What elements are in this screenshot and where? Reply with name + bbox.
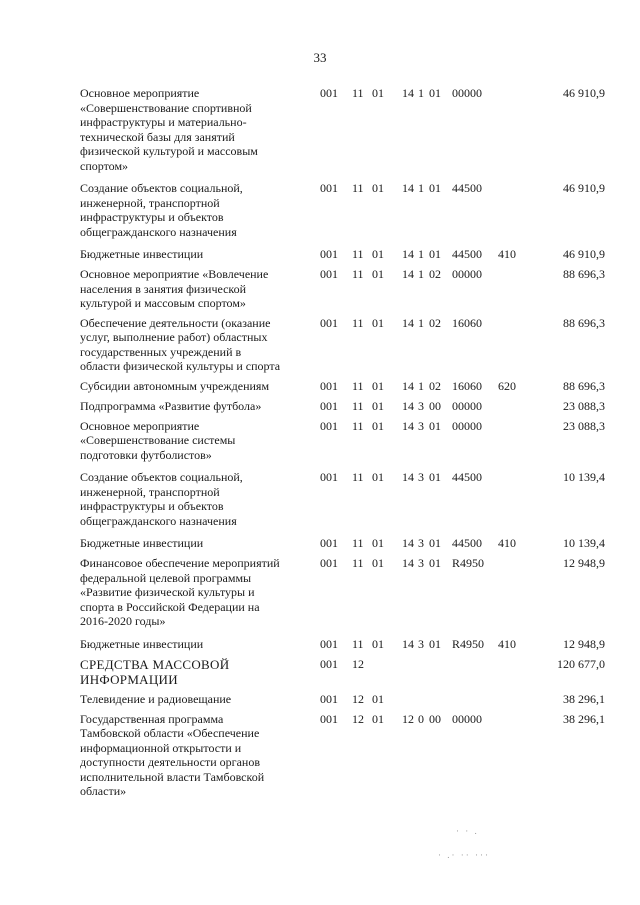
row-name: Основное мероприятие «Вовлечение населения в занятия физической культурой и массовым спортом» (80, 267, 269, 310)
target-item-direction: 44500 (452, 470, 482, 484)
subsection-code: 01 (372, 247, 384, 261)
grbs-code: 001 (320, 691, 338, 706)
target-item-direction: 44500 (452, 536, 482, 550)
target-item-direction: 00000 (452, 418, 482, 433)
grbs-code: 001 (320, 181, 338, 195)
target-item-direction: 00000 (452, 86, 482, 100)
amount: 120 677,0 (557, 656, 605, 671)
target-item-subprogram: 1 (418, 315, 424, 330)
budget-table (80, 86, 605, 804)
target-item-direction: R4950 (452, 636, 485, 651)
grbs-code: 001 (320, 86, 338, 100)
target-item-measure: 01 (429, 247, 441, 261)
section-code: 11 (352, 315, 364, 330)
table-row (80, 399, 605, 414)
amount: 10 139,4 (563, 470, 605, 484)
amount: 38 296,1 (563, 711, 605, 726)
section-code: 11 (352, 536, 364, 550)
section-code: 12 (352, 691, 364, 706)
table-row (80, 86, 605, 173)
amount: 12 948,9 (563, 636, 605, 651)
section-code: 11 (352, 267, 364, 281)
subsection-code: 01 (372, 398, 384, 413)
target-item-measure: 01 (429, 418, 441, 433)
row-name: Подпрограмма «Развитие футбола» (80, 398, 262, 413)
target-item-measure: 01 (429, 86, 441, 100)
table-row (80, 316, 605, 374)
amount: 23 088,3 (563, 398, 605, 413)
target-item-measure: 01 (429, 181, 441, 195)
subsection-code: 01 (372, 711, 384, 726)
amount: 46 910,9 (563, 86, 605, 100)
subsection-code: 01 (372, 418, 384, 433)
target-item-measure: 01 (429, 636, 441, 651)
grbs-code: 001 (320, 418, 338, 433)
target-item-direction: 00000 (452, 398, 482, 413)
target-item-direction: 16060 (452, 315, 482, 330)
subsection-code: 01 (372, 691, 384, 706)
row-name: Субсидии автономным учреждениям (80, 378, 270, 393)
amount: 23 088,3 (563, 418, 605, 433)
target-item-measure: 00 (429, 398, 441, 413)
subsection-code: 01 (372, 470, 384, 484)
target-item-program: 14 (402, 181, 414, 195)
amount: 12 948,9 (563, 556, 605, 570)
target-item-program: 14 (402, 556, 414, 570)
row-name: Государственная программа Тамбовской области «Обеспечение информационной открытости и доступности деятельности органов исполнительной власти Тамбовской области» (80, 711, 265, 798)
target-item-measure: 02 (429, 315, 441, 330)
amount: 88 696,3 (563, 378, 605, 393)
expense-type-code: 620 (498, 378, 516, 393)
target-item-direction: R4950 (452, 556, 485, 570)
target-item-measure: 01 (429, 556, 441, 570)
page-number: 33 (313, 50, 327, 65)
target-item-measure: 01 (429, 470, 441, 484)
target-item-subprogram: 1 (418, 247, 424, 261)
target-item-program: 12 (402, 711, 414, 726)
grbs-code: 001 (320, 656, 338, 671)
row-name: Создание объектов социальной, инженерной, транспортной инфраструктуры и объектов общегражданского назначения (80, 181, 243, 239)
target-item-program: 14 (402, 378, 414, 393)
grbs-code: 001 (320, 398, 338, 413)
target-item-subprogram: 3 (418, 418, 424, 433)
target-item-measure: 00 (429, 711, 441, 726)
row-name: Бюджетные инвестиции (80, 247, 204, 261)
target-item-program: 14 (402, 636, 414, 651)
grbs-code: 001 (320, 267, 338, 281)
section-code: 12 (352, 656, 364, 671)
target-item-measure: 01 (429, 536, 441, 550)
section-code: 11 (352, 636, 364, 651)
table-row (80, 419, 605, 463)
target-item-measure: 02 (429, 378, 441, 393)
target-item-direction: 00000 (452, 711, 482, 726)
section-code: 11 (352, 470, 364, 484)
row-name: Бюджетные инвестиции (80, 536, 204, 550)
table-row (80, 247, 605, 262)
target-item-program: 14 (402, 536, 414, 550)
target-item-subprogram: 0 (418, 711, 424, 726)
subsection-code: 01 (372, 378, 384, 393)
row-name: Телевидение и радиовещание (80, 691, 232, 706)
section-code: 11 (352, 398, 364, 413)
row-name: Обеспечение деятельности (оказание услуг, выполнение работ) областных государственных учреждений в области физической культуры и спорта (80, 315, 281, 373)
target-item-direction: 44500 (452, 247, 482, 261)
expense-type-code: 410 (498, 636, 516, 651)
expense-type-code: 410 (498, 536, 516, 550)
grbs-code: 001 (320, 470, 338, 484)
grbs-code: 001 (320, 315, 338, 330)
target-item-subprogram: 1 (418, 267, 424, 281)
target-item-subprogram: 3 (418, 470, 424, 484)
table-row (80, 637, 605, 652)
table-row (80, 181, 605, 239)
subsection-code: 01 (372, 315, 384, 330)
target-item-subprogram: 3 (418, 536, 424, 550)
subsection-code: 01 (372, 556, 384, 570)
table-row (80, 470, 605, 528)
target-item-program: 14 (402, 86, 414, 100)
target-item-measure: 02 (429, 267, 441, 281)
target-item-subprogram: 1 (418, 378, 424, 393)
target-item-direction: 00000 (452, 267, 482, 281)
table-row (80, 379, 605, 394)
section-code: 11 (352, 418, 364, 433)
table-row (80, 267, 605, 311)
amount: 46 910,9 (563, 181, 605, 195)
target-item-program: 14 (402, 418, 414, 433)
amount: 38 296,1 (563, 691, 605, 706)
target-item-subprogram: 1 (418, 86, 424, 100)
table-row (80, 536, 605, 551)
row-name: Создание объектов социальной, инженерной, транспортной инфраструктуры и объектов общегражданского назначения (80, 470, 243, 528)
section-code: 11 (352, 378, 364, 393)
scan-artifact: · .· ·· ··· (438, 850, 490, 860)
row-name: СРЕДСТВА МАССОВОЙ ИНФОРМАЦИИ (80, 656, 230, 687)
table-row (80, 692, 605, 707)
amount: 88 696,3 (563, 315, 605, 330)
grbs-code: 001 (320, 378, 338, 393)
grbs-code: 001 (320, 636, 338, 651)
target-item-subprogram: 3 (418, 398, 424, 413)
target-item-subprogram: 1 (418, 181, 424, 195)
target-item-program: 14 (402, 398, 414, 413)
amount: 88 696,3 (563, 267, 605, 281)
grbs-code: 001 (320, 711, 338, 726)
target-item-subprogram: 3 (418, 556, 424, 570)
row-name: Финансовое обеспечение мероприятий федеральной целевой программы «Развитие физической культуры и спорта в Российской Федерации на 2016-2020 годы» (80, 556, 280, 628)
subsection-code: 01 (372, 636, 384, 651)
table-row (80, 556, 605, 629)
subsection-code: 01 (372, 536, 384, 550)
scan-artifact: · · . (456, 826, 479, 836)
target-item-direction: 16060 (452, 378, 482, 393)
subsection-code: 01 (372, 86, 384, 100)
section-code: 12 (352, 711, 364, 726)
table-row (80, 657, 605, 687)
target-item-direction: 44500 (452, 181, 482, 195)
expense-type-code: 410 (498, 247, 516, 261)
amount: 10 139,4 (563, 536, 605, 550)
grbs-code: 001 (320, 536, 338, 550)
table-row (80, 712, 605, 799)
amount: 46 910,9 (563, 247, 605, 261)
target-item-program: 14 (402, 315, 414, 330)
subsection-code: 01 (372, 267, 384, 281)
row-name: Бюджетные инвестиции (80, 636, 204, 651)
subsection-code: 01 (372, 181, 384, 195)
target-item-program: 14 (402, 247, 414, 261)
target-item-program: 14 (402, 267, 414, 281)
target-item-program: 14 (402, 470, 414, 484)
row-name: Основное мероприятие «Совершенствование спортивной инфраструктуры и материально-технической базы для занятий физической культурой и массовым спортом» (80, 86, 258, 173)
grbs-code: 001 (320, 247, 338, 261)
target-item-subprogram: 3 (418, 636, 424, 651)
grbs-code: 001 (320, 556, 338, 570)
section-code: 11 (352, 556, 364, 570)
row-name: Основное мероприятие «Совершенствование системы подготовки футболистов» (80, 418, 236, 462)
section-code: 11 (352, 86, 364, 100)
section-code: 11 (352, 181, 364, 195)
section-code: 11 (352, 247, 364, 261)
